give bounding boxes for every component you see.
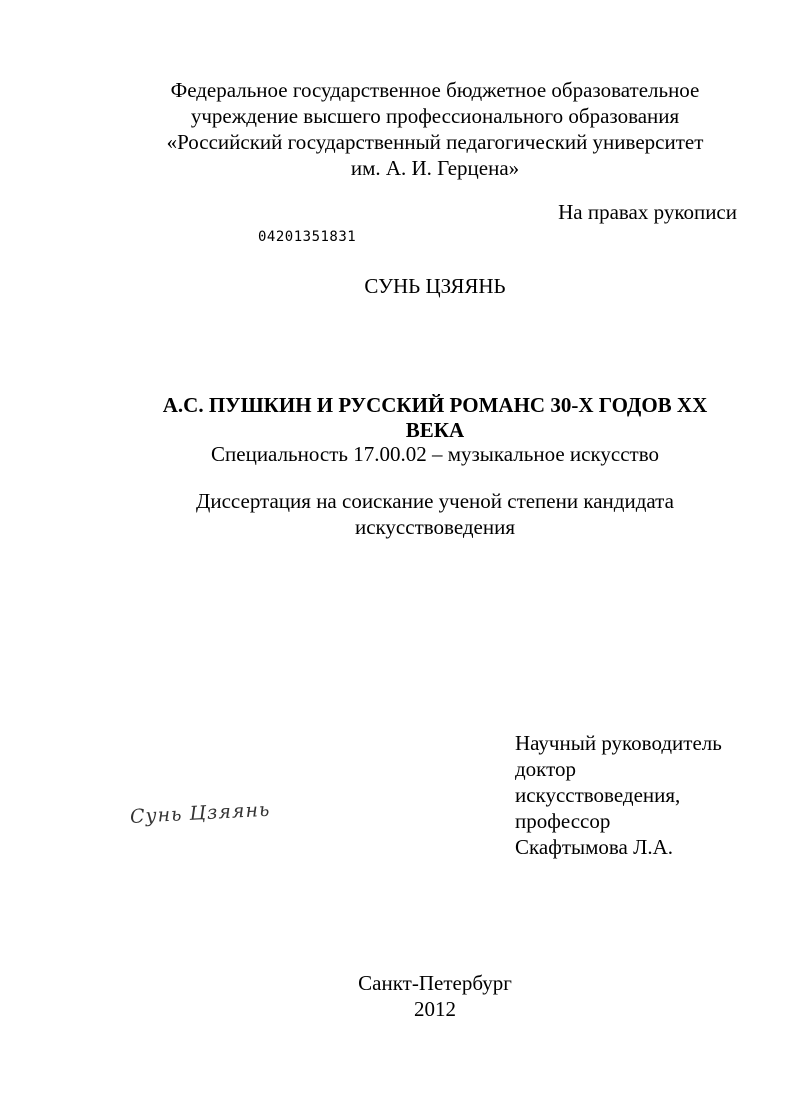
- degree-statement: [60, 488, 794, 540]
- institution-header: [60, 77, 794, 181]
- place-and-year: [60, 970, 794, 1022]
- dissertation-title: [60, 393, 794, 443]
- degree-line: Диссертация на соискание ученой степени кандидата: [196, 489, 674, 513]
- institution-line: учреждение высшего профессионального образования: [190, 104, 680, 128]
- supervisor-line: искусствоведения,: [515, 783, 681, 807]
- institution-line: «Российский государственный педагогический университет: [166, 130, 704, 154]
- handwritten-signature: Сунь Цзяянь: [129, 798, 271, 828]
- supervisor-line: Скафтымова Л.А.: [515, 835, 674, 859]
- supervisor-line: профессор: [515, 809, 611, 833]
- degree-line: искусствоведения: [354, 515, 516, 539]
- city: Санкт-Петербург: [358, 971, 512, 995]
- institution-line: Федеральное государственное бюджетное образовательное: [170, 78, 700, 102]
- supervisor-line: Научный руководитель: [515, 731, 722, 755]
- supervisor-block: [515, 730, 722, 860]
- title-line: А.С. ПУШКИН И РУССКИЙ РОМАНС 30-Х ГОДОВ XX: [162, 393, 708, 417]
- title-line: ВЕКА: [405, 418, 465, 442]
- supervisor-line: доктор: [515, 757, 577, 781]
- institution-line: им. А. И. Герцена»: [350, 156, 520, 180]
- document-number: 04201351831: [258, 229, 357, 245]
- specialty-line: Специальность 17.00.02 – музыкальное искусство: [211, 442, 659, 466]
- rights-note: На правах рукописи: [558, 200, 737, 224]
- year: 2012: [414, 997, 456, 1021]
- author-name: СУНЬ ЦЗЯЯНЬ: [364, 274, 506, 298]
